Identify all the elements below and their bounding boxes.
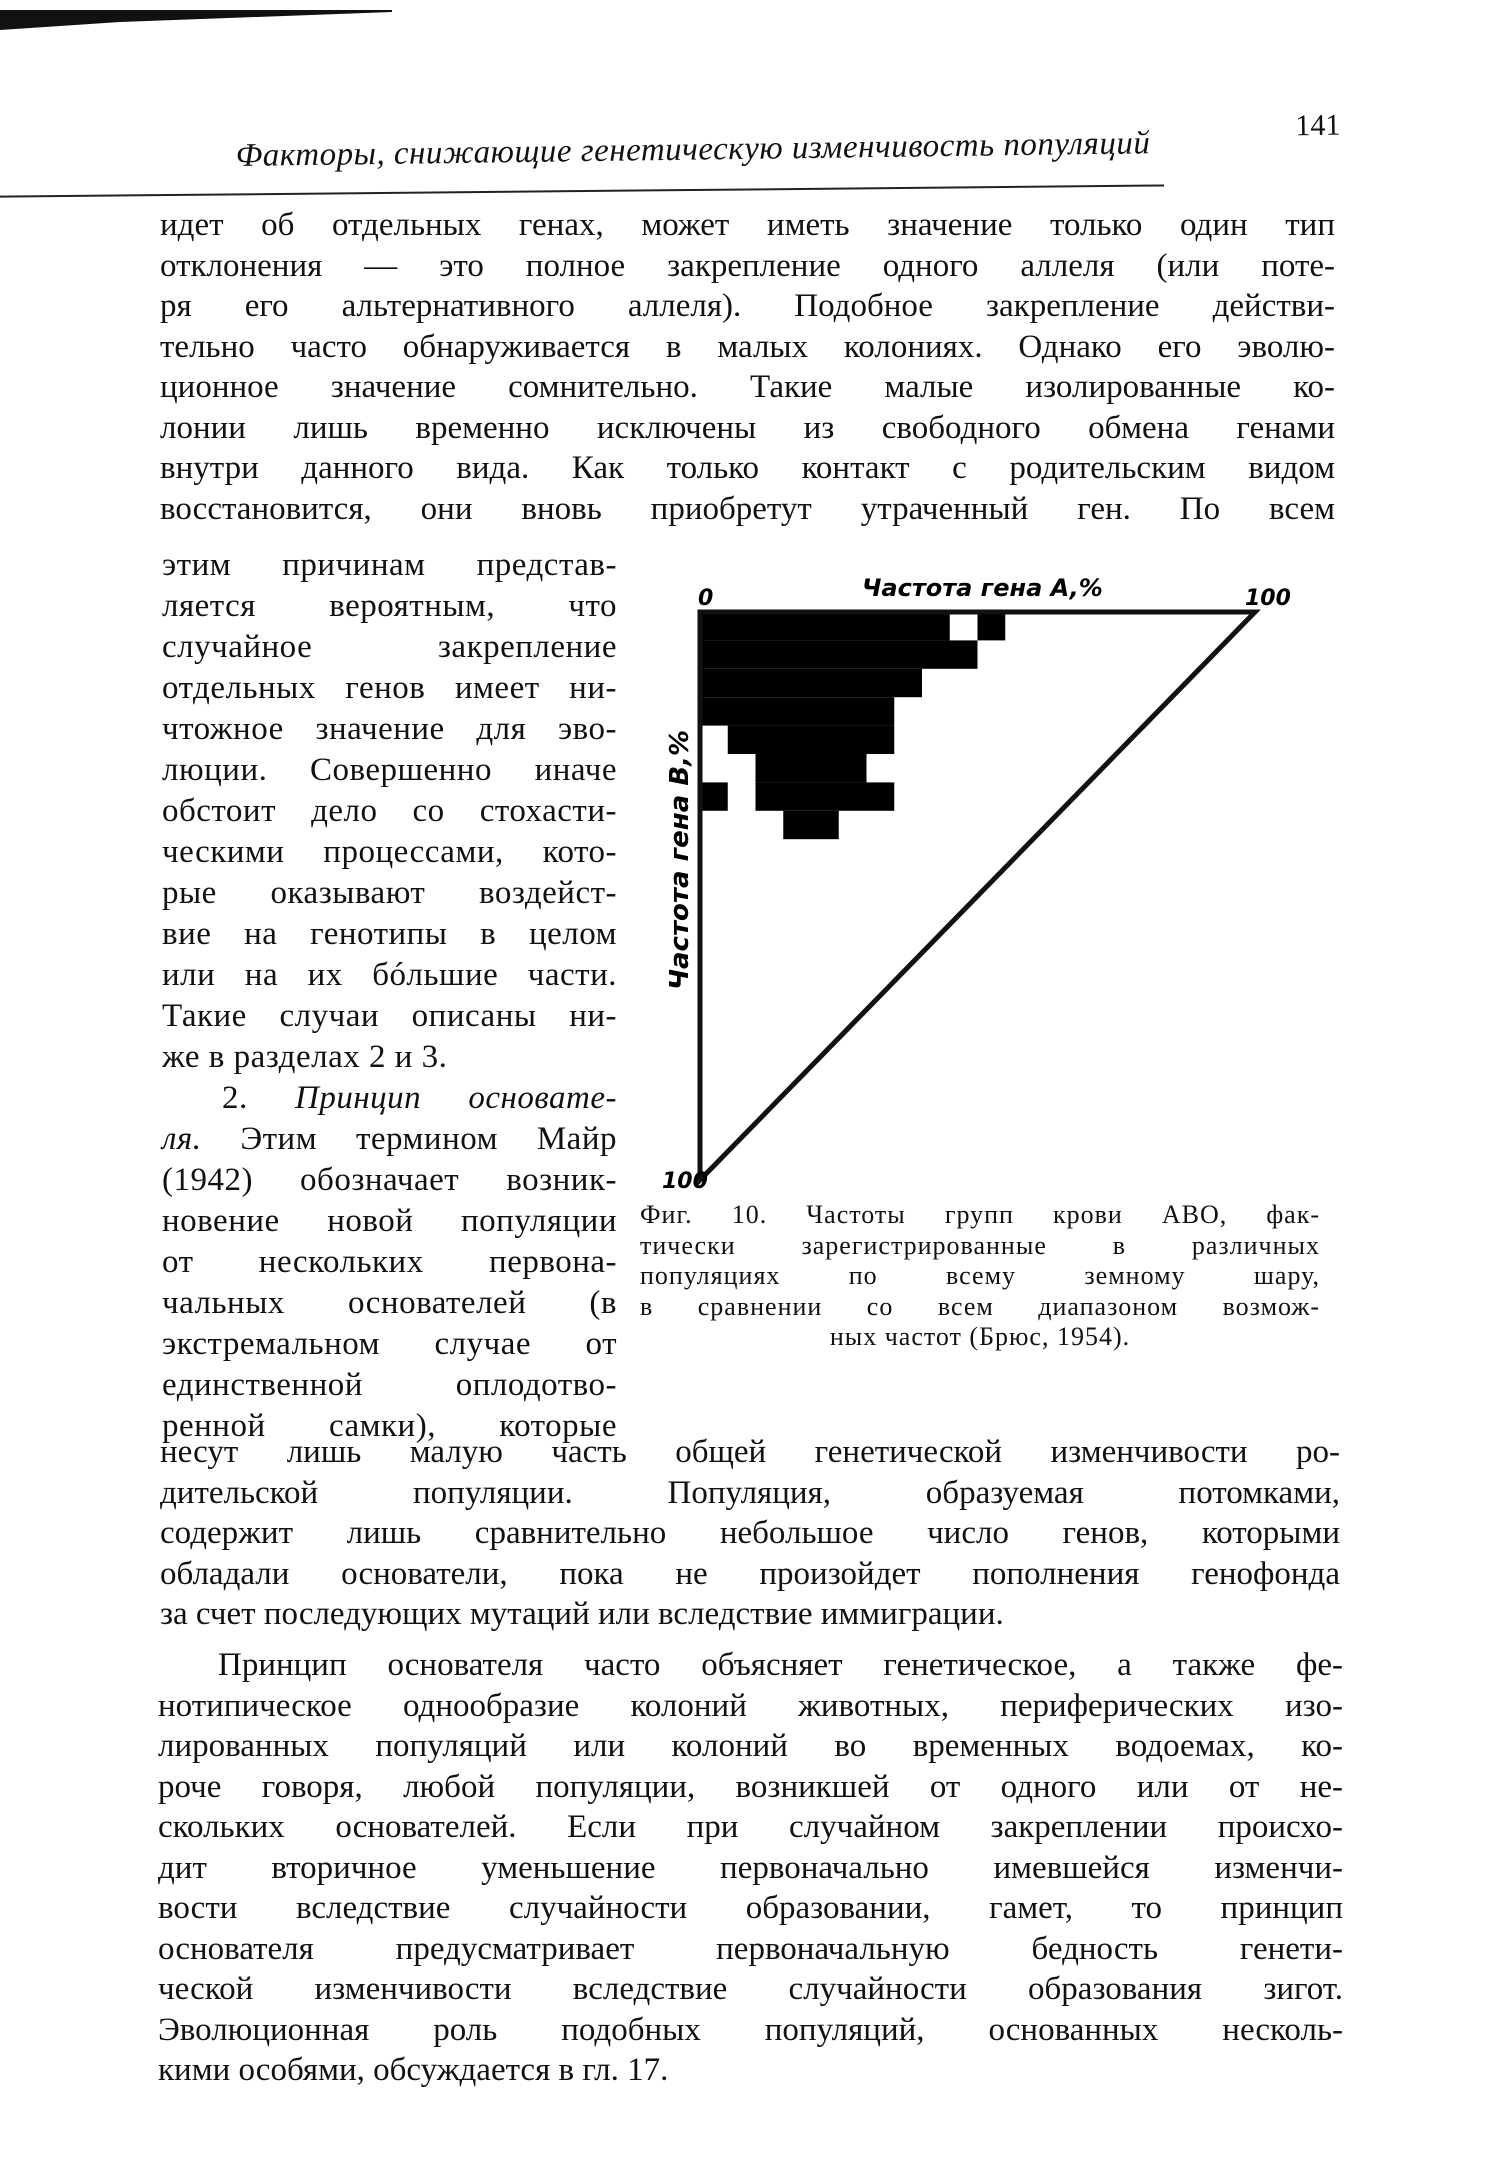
paragraph-line: нотипическое однообразие колоний животных, периферических изо- [158, 1687, 1343, 1724]
caption-line: Фиг. 10. Частоты групп крови АВО, фак- [640, 1200, 1320, 1229]
filled-cells-group [700, 612, 1005, 839]
paragraph-line: несут лишь малую часть общей генетической изменчивости ро- [160, 1434, 1340, 1470]
paragraph-line: экстремальном случае от [162, 1326, 617, 1362]
paragraph-line: внутри данного вида. Как только контакт с родительским видом [160, 450, 1335, 486]
filled-cell-6 [756, 754, 867, 782]
filled-cell-5 [728, 726, 895, 754]
caption-line: популяциях по всему земному шару, [640, 1261, 1320, 1290]
paragraph-line: роче говоря, любой популяции, возникшей от одного или от не- [158, 1768, 1343, 1805]
paragraph-line: основателя предусматривает первоначальную бедность генети- [158, 1930, 1343, 1967]
paragraph-line: или на их бóльшие части. [162, 957, 617, 993]
paragraph-line: тельно часто обнаруживается в малых колониях. Однако его эволю- [160, 328, 1335, 365]
paragraph-line: люции. Совершенно иначе [162, 752, 617, 788]
header-rule [0, 184, 1164, 198]
filled-cell-4 [700, 697, 894, 725]
paragraph-line: единственной оплодотво- [162, 1367, 617, 1403]
paragraph-line: ляется вероятным, что [162, 588, 617, 624]
filled-cell-9 [783, 811, 839, 839]
running-head-title: Факторы, снижающие генетическую изменчивость популяций [235, 125, 1151, 175]
paragraph-line: лонии лишь временно исключены из свободного обмена генами [160, 409, 1335, 446]
section-heading-end: ля. [162, 1121, 202, 1157]
y-tick-100: 100 [662, 1169, 708, 1194]
paragraph-line: (1942) обозначает возник- [162, 1162, 617, 1198]
paragraph-4 [158, 1645, 1343, 2091]
filled-cell-2 [700, 640, 978, 668]
paragraph-line: отклонения — это полное закрепление одного аллеля (или поте- [160, 247, 1335, 284]
page-number: 141 [1295, 108, 1341, 143]
paragraph-line: ческими процессами, кото- [162, 834, 617, 870]
paragraph-line: чальных основателей (в [162, 1285, 617, 1321]
paragraph-line: от нескольких первона- [162, 1244, 617, 1280]
filled-cell-7 [700, 782, 728, 810]
section-2-first-line [162, 1119, 617, 1160]
paragraph-line: отдельных генов имеет ни- [162, 670, 617, 706]
paragraph-line: Принцип основателя часто объясняет генетическое, а также фе- [218, 1647, 1343, 1683]
paragraph-line: обладали основатели, пока не произойдет пополнения генофонда [160, 1555, 1340, 1592]
paragraph-line: ческой изменчивости вследствие случайности образования зигот. [158, 1971, 1343, 2007]
paragraph-line: кими особями, обсуждается в гл. 17. [158, 2052, 669, 2088]
caption-line: в сравнении со всем диапазоном возмож- [640, 1291, 1320, 1321]
section-2-heading [162, 1078, 617, 1119]
paragraph-line: же в разделах 2 и 3. [162, 1039, 448, 1075]
filled-cell-0 [700, 612, 950, 640]
paragraph-line: ренной самки), которые [162, 1408, 617, 1444]
section-heading-text: Принцип основате- [294, 1080, 617, 1116]
paragraph-line: за счет последующих мутаций или вследствие иммиграции. [160, 1596, 1004, 1632]
paragraph-line: идет об отдельных генах, может иметь значение только один тип [160, 207, 1335, 243]
filled-cell-8 [756, 782, 895, 810]
paragraph-line: ционное значение сомнительно. Такие малые изолированные ко- [160, 369, 1335, 405]
paragraph-2-left-column [162, 545, 617, 1447]
paragraph-3 [160, 1432, 1340, 1635]
paragraph-line: содержит лишь сравнительно небольшое число генов, которыми [160, 1515, 1340, 1551]
filled-cell-1 [978, 612, 1006, 640]
running-head [235, 108, 1341, 178]
paragraph-line: чтожное значение для эво- [162, 711, 617, 747]
paragraph-line: скольких основателей. Если при случайном закреплении происхо- [158, 1809, 1343, 1845]
paragraph-line: обстоит дело со стохасти- [162, 793, 617, 829]
paragraph-line: дительской популяции. Популяция, образуемая потомками, [160, 1474, 1340, 1511]
paragraph-1 [160, 205, 1335, 529]
figure-10 [640, 560, 1340, 1210]
paragraph-line: восстановится, они вновь приобретут утраченный ген. По всем [160, 490, 1335, 527]
paragraph-line: новение новой популяции [162, 1203, 617, 1239]
paragraph-line: дит вторичное уменьшение первоначально имевшейся изменчи- [158, 1849, 1343, 1886]
x-tick-0: 0 [698, 586, 714, 611]
triangle-chart [640, 560, 1340, 1210]
filled-cell-3 [700, 669, 922, 697]
section-number: 2. [222, 1080, 248, 1116]
paragraph-line: случайное закрепление [162, 629, 617, 665]
paragraph-line: этим причинам представ- [162, 547, 617, 583]
caption-line: ных частот (Брюс, 1954). [829, 1322, 1131, 1351]
paragraph-line: вости вследствие случайности образовании, гамет, то принцип [158, 1890, 1343, 1926]
caption-line: тически зарегистрированные в различных [640, 1230, 1320, 1260]
paragraph-line: рые оказывают воздейст- [162, 875, 617, 911]
paragraph-line: лированных популяций или колоний во временных водоемах, ко- [158, 1728, 1343, 1764]
paragraph-line: Эволюционная роль подобных популяций, основанных несколь- [158, 2011, 1343, 2048]
section-text: Этим термином Майр [240, 1121, 617, 1157]
paragraph-line: ря его альтернативного аллеля). Подобное закрепление действи- [160, 288, 1335, 324]
paragraph-line: вие на генотипы в целом [162, 916, 617, 952]
x-tick-100: 100 [1245, 586, 1291, 611]
figure-caption [640, 1200, 1320, 1353]
y-axis-label: Частота гена B,% [665, 729, 695, 990]
scan-edge-artifact [0, 0, 400, 34]
x-axis-label: Частота гена A,% [862, 574, 1103, 602]
paragraph-line: Такие случаи описаны ни- [162, 998, 617, 1034]
